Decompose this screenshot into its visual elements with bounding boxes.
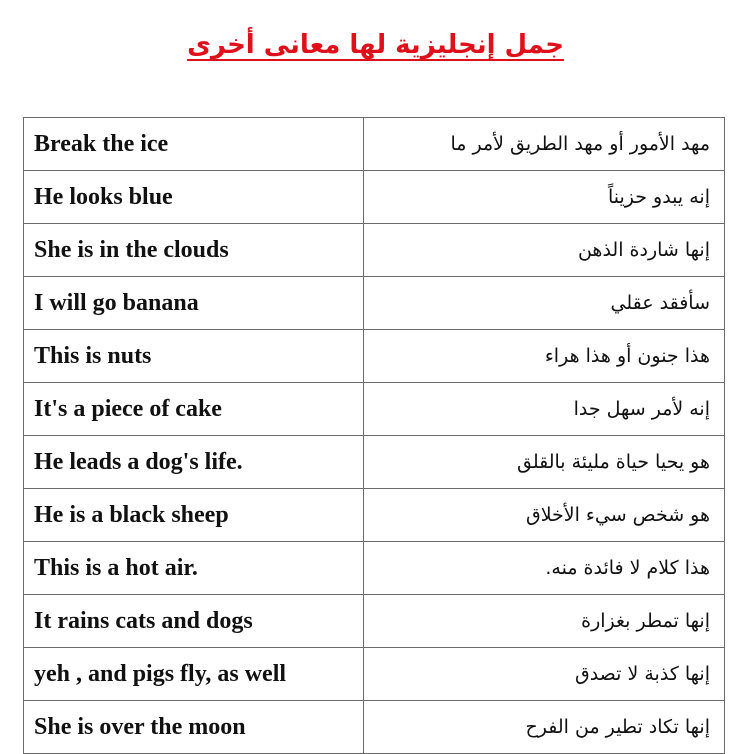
english-phrase: He looks blue — [24, 171, 364, 224]
english-phrase: It rains cats and dogs — [24, 595, 364, 648]
arabic-meaning: مهد الأمور أو مهد الطريق لأمر ما — [364, 118, 725, 171]
arabic-meaning: سأفقد عقلي — [364, 277, 725, 330]
english-phrase: She is in the clouds — [24, 224, 364, 277]
english-phrase: Break the ice — [24, 118, 364, 171]
english-phrase: He leads a dog's life. — [24, 436, 364, 489]
arabic-meaning: إنه لأمر سهل جدا — [364, 383, 725, 436]
phrase-table — [23, 117, 725, 754]
page-title-text: جمل إنجليزية لها معانى أخرى — [187, 30, 564, 60]
page-title — [0, 28, 751, 62]
english-phrase: It's a piece of cake — [24, 383, 364, 436]
table-row — [24, 648, 725, 701]
english-phrase: He is a black sheep — [24, 489, 364, 542]
table-row — [24, 330, 725, 383]
arabic-meaning: إنها تمطر بغزارة — [364, 595, 725, 648]
arabic-meaning: إنه يبدو حزيناً — [364, 171, 725, 224]
table-row — [24, 118, 725, 171]
table-row — [24, 436, 725, 489]
arabic-meaning: هذا جنون أو هذا هراء — [364, 330, 725, 383]
english-phrase: I will go banana — [24, 277, 364, 330]
table-row — [24, 542, 725, 595]
arabic-meaning: هو يحيا حياة مليئة بالقلق — [364, 436, 725, 489]
table-row — [24, 277, 725, 330]
arabic-meaning: إنها كذبة لا تصدق — [364, 648, 725, 701]
table-row — [24, 595, 725, 648]
arabic-meaning: هذا كلام لا فائدة منه. — [364, 542, 725, 595]
table-row — [24, 383, 725, 436]
arabic-meaning: إنها تكاد تطير من الفرح — [364, 701, 725, 754]
english-phrase: This is nuts — [24, 330, 364, 383]
english-phrase: This is a hot air. — [24, 542, 364, 595]
table-row — [24, 489, 725, 542]
arabic-meaning: هو شخص سيء الأخلاق — [364, 489, 725, 542]
arabic-meaning: إنها شاردة الذهن — [364, 224, 725, 277]
table-row — [24, 701, 725, 754]
english-phrase: yeh , and pigs fly, as well — [24, 648, 364, 701]
english-phrase: She is over the moon — [24, 701, 364, 754]
table-row — [24, 224, 725, 277]
table-row — [24, 171, 725, 224]
